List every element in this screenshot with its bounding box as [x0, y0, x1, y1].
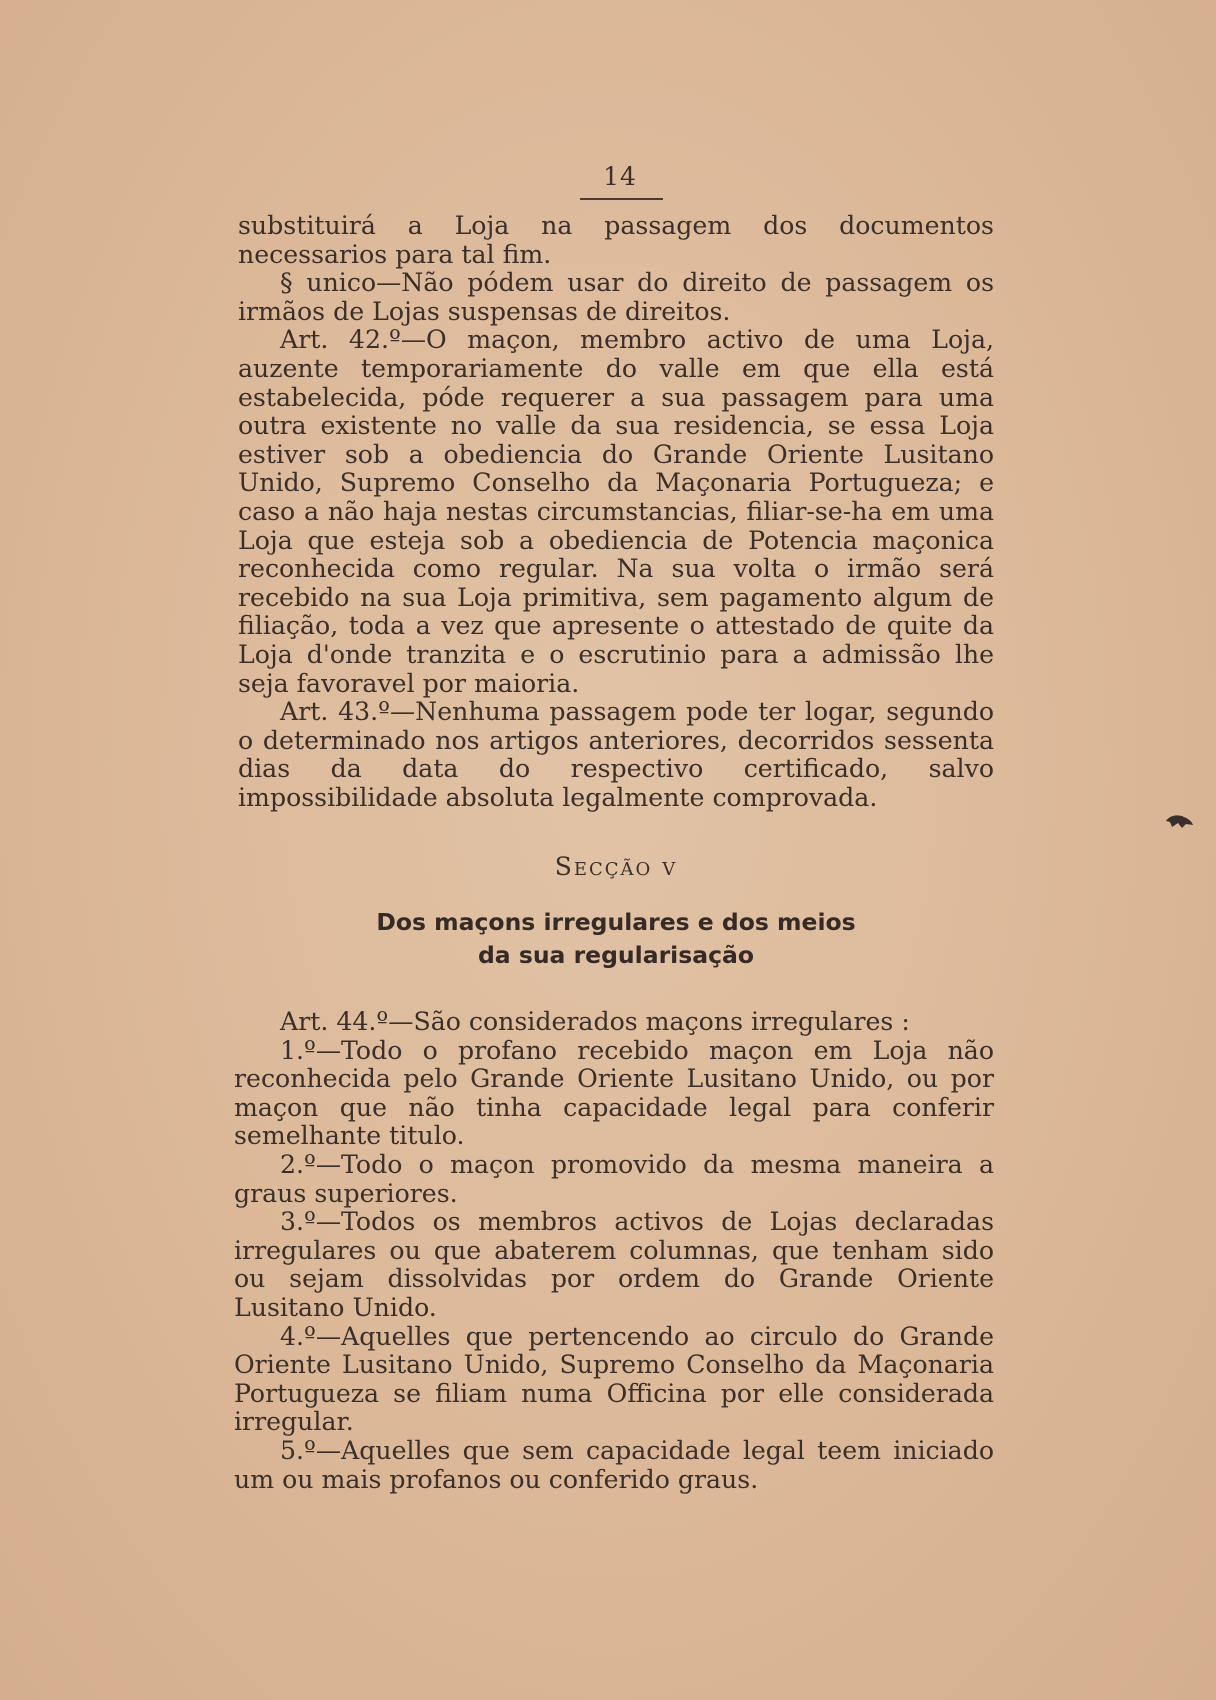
- page-number-rule: [580, 198, 663, 200]
- paragraph-item-1: 1.º—Todo o profano recebido maçon em Loja não reconhecida pelo Grande Oriente Lusitano Unido, ou por maçon que não tinha capacidade legal para conferir semelhante titulo.: [234, 1035, 994, 1151]
- paragraph-paragrafo-unico: § unico—Não pódem usar do direito de passagem os irmãos de Lojas suspensas de direitos.: [238, 268, 994, 326]
- section-heading: Secção v: [554, 852, 678, 881]
- page-number: 14: [603, 162, 637, 191]
- body-text-top: [238, 212, 994, 812]
- paragraph-art-43: Art. 43.º—Nenhuma passagem pode ter logar, segundo o determinado nos artigos anteriores, decorridos sessenta dias da data do respectivo certificado, salvo impossibilidade absoluta legalmente comprovada.: [238, 697, 994, 812]
- paragraph-item-4: 4.º—Aquelles que pertencendo ao circulo do Grande Oriente Lusitano Unido, Supremo Conselho da Maçonaria Portugueza se filiam numa Officina por elle considerada irregular.: [234, 1321, 994, 1437]
- paragraph-art-42: Art. 42.º—O maçon, membro activo de uma Loja, auzente temporariamente do valle em que ella está estabelecida, póde requerer a sua passagem para uma outra existente no valle da sua residencia, se essa Loja estiver sob a obediencia do Grande Oriente Lusitano Unido, Supremo Conselho da Maçonaria Portugueza; e caso a não haja nestas circumstancias, filiar-se-ha em uma Loja que esteja sob a obediencia de Potencia maçonica reconhecida como regular. Na sua volta o irmão será recebido na sua Loja primitiva, sem pagamento algum de filiação, toda a vez que apresente o attestado de quite da Loja d'onde tranzita e o escrutinio para a admissão lhe seja favoravel por maioria.: [238, 325, 994, 698]
- section-title: [238, 906, 994, 972]
- body-text-bottom: [234, 1008, 994, 1494]
- paragraph-item-3: 3.º—Todos os membros activos de Lojas declaradas irregulares ou que abaterem columnas, que tenham sido ou sejam dissolvidas por ordem do Grande Oriente Lusitano Unido.: [234, 1207, 994, 1322]
- paragraph-item-2: 2.º—Todo o maçon promovido da mesma maneira a graus superiores.: [234, 1149, 994, 1208]
- paragraph-item-5: 5.º—Aquelles que sem capacidade legal teem iniciado um ou mais profanos ou conferido graus.: [234, 1435, 994, 1494]
- ink-blot-icon: [1164, 812, 1194, 830]
- paragraph-continuation: substituirá a Loja na passagem dos documentos necessarios para tal fim.: [238, 211, 994, 269]
- section-title-line-1: Dos maçons irregulares e dos meios: [376, 908, 856, 936]
- paragraph-art-44: Art. 44.º—São considerados maçons irregulares :: [280, 1007, 910, 1036]
- section-title-line-2: da sua regularisação: [477, 941, 755, 969]
